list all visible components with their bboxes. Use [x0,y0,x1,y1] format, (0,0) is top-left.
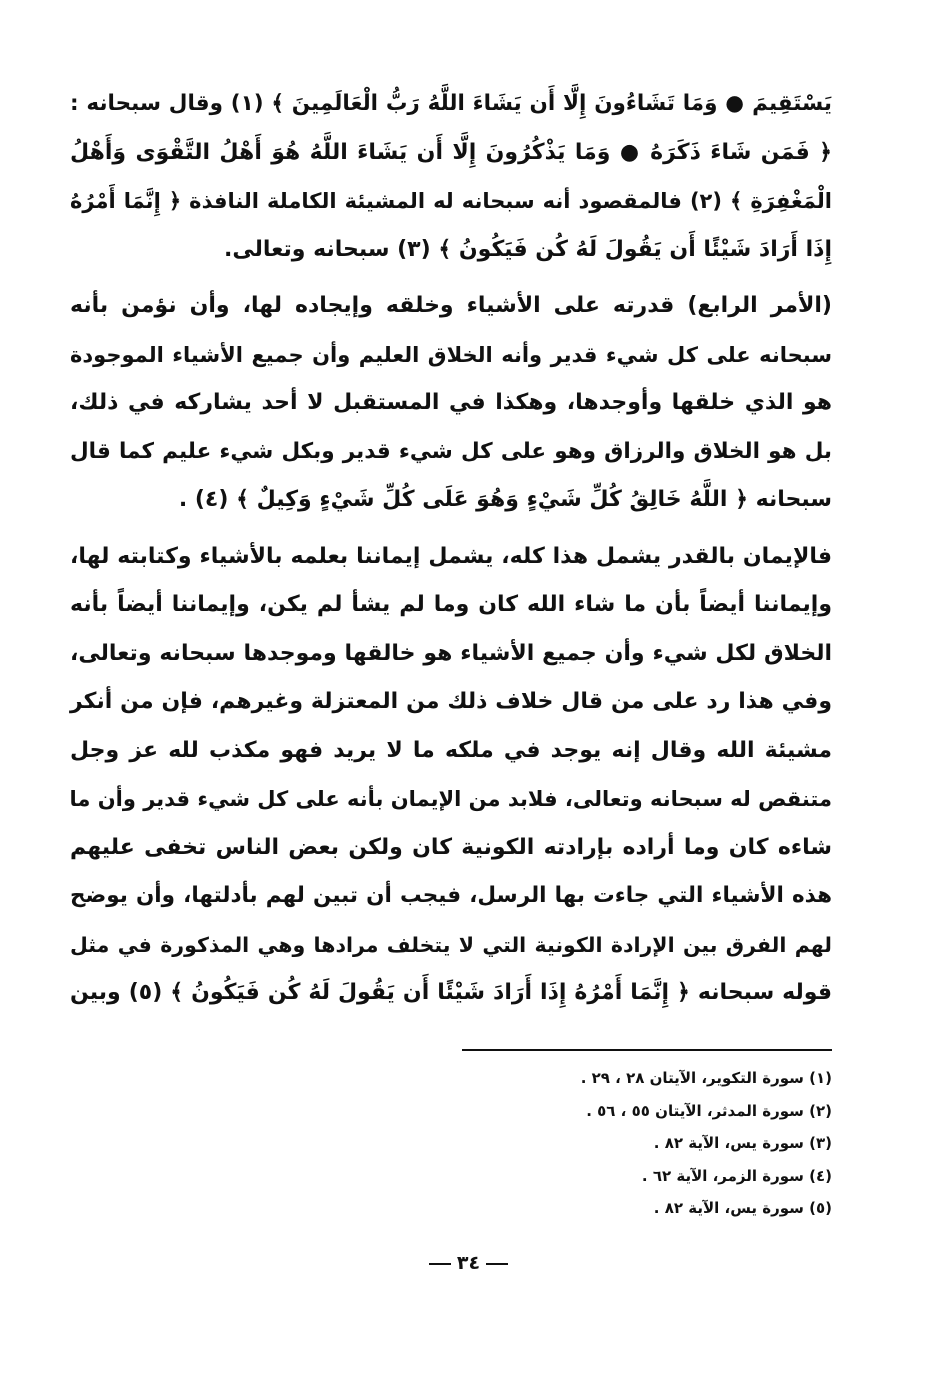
text-line: مشيئة الله وقال إنه يوجد في ملكه ما لا يريد فهو مكذب لله عز وجل [70,737,832,763]
footnote-item: (١) سورة التكوير، الآيتان ٢٨ ، ٢٩ . [580,1069,832,1087]
text-line: لهم الفرق بين الإرادة الكونية التي لا يتخلف مرادها وهي المذكورة في مثل [70,932,832,957]
footnote-item: (٤) سورة الزمر، الآية ٦٢ . [641,1166,832,1185]
paragraph-1 [70,80,832,274]
page-number-dash [429,1263,451,1265]
paragraph-2 [70,282,832,525]
text-line: قوله سبحانه ﴿ إِنَّمَا أَمْرُهُ إِذَا أَرَادَ شَيْئًا أَن يَقُولَ لَهُ كُن فَيَكُونُ ﴾ (٥) وبين [70,980,832,1005]
text-line: الخلاق لكل شيء وأن جميع الأشياء هو خالقها وموجدها سبحانه وتعالى، [70,640,832,666]
text-line: يَسْتَقِيمَ ● وَمَا تَشَاءُونَ إِلَّا أَن يَشَاءَ اللَّهُ رَبُّ الْعَالَمِينَ ﴾ (١) وقال سبحانه : [70,91,832,116]
page-number [0,1252,937,1274]
footnote-divider [462,1049,832,1051]
text-line: سبحانه ﴿ اللَّهُ خَالِقُ كُلِّ شَيْءٍ وَهُوَ عَلَى كُلِّ شَيْءٍ وَكِيلٌ ﴾ (٤) . [178,487,832,512]
text-line: (الأمر الرابع) قدرته على الأشياء وخلقه وإيجاده لها، وأن نؤمن بأنه [70,293,832,318]
text-line: وإيماننا أيضاً بأن ما شاء الله كان وما لم يشأ لم يكن، وإيماننا أيضاً بأنه [70,592,832,617]
footnote-item: (٣) سورة يس، الآية ٨٢ . [653,1134,832,1152]
text-line: سبحانه على كل شيء قدير وأنه الخلاق العليم وأن جميع الأشياء الموجودة [70,342,832,367]
text-line: الْمَغْفِرَةِ ﴾ (٢) فالمقصود أنه سبحانه له المشيئة الكاملة النافذة ﴿ إِنَّمَا أَمْرُهُ [70,189,832,213]
text-line: وفي هذا رد على من قال خلاف ذلك من المعتزلة وغيرهم، فإن من أنكر [70,689,832,714]
page-body [70,80,832,1018]
page-number-dash [486,1263,508,1265]
text-line: شاءه كان وما أراده بإرادته الكونية كان ولكن بعض الناس تخفى عليهم [70,834,832,860]
text-line: متنقص له سبحانه وتعالى، فلابد من الإيمان بأنه على كل شيء قدير وأن ما [69,787,832,811]
footnotes [462,1062,832,1225]
footnote-item: (٢) سورة المدثر، الآيتان ٥٥ ، ٥٦ . [586,1101,832,1120]
paragraph-3 [70,533,832,1018]
paragraph-gap [70,525,832,533]
text-line: هذه الأشياء التي جاءت بها الرسل، فيجب أن تبين لهم بأدلتها، وأن يوضح [70,883,832,908]
text-line: بل هو الخلاق والرزاق وهو على كل شيء قدير وبكل شيء عليم كما قال [70,438,832,464]
text-line: فالإيمان بالقدر يشمل هذا كله، يشمل إيماننا بعلمه بالأشياء وكتابته لها، [70,543,832,569]
text-line: هو الذي خلقها وأوجدها، وهكذا في المستقبل لا أحد يشاركه في ذلك، [70,390,832,415]
text-line: ﴿ فَمَن شَاءَ ذَكَرَهُ ● وَمَا يَذْكُرُونَ إِلَّا أَن يَشَاءَ اللَّهُ هُوَ أَهْلُ التَّقْوَى وَأَهْلُ [70,139,832,165]
paragraph-gap [70,274,832,282]
text-line: إِذَا أَرَادَ شَيْئًا أَن يَقُولَ لَهُ كُن فَيَكُونُ ﴾ (٣) سبحانه وتعالى. [223,236,832,262]
page-number-value: ٣٤ [456,1252,481,1274]
footnote-item: (٥) سورة يس، الآية ٨٢ . [653,1199,832,1217]
